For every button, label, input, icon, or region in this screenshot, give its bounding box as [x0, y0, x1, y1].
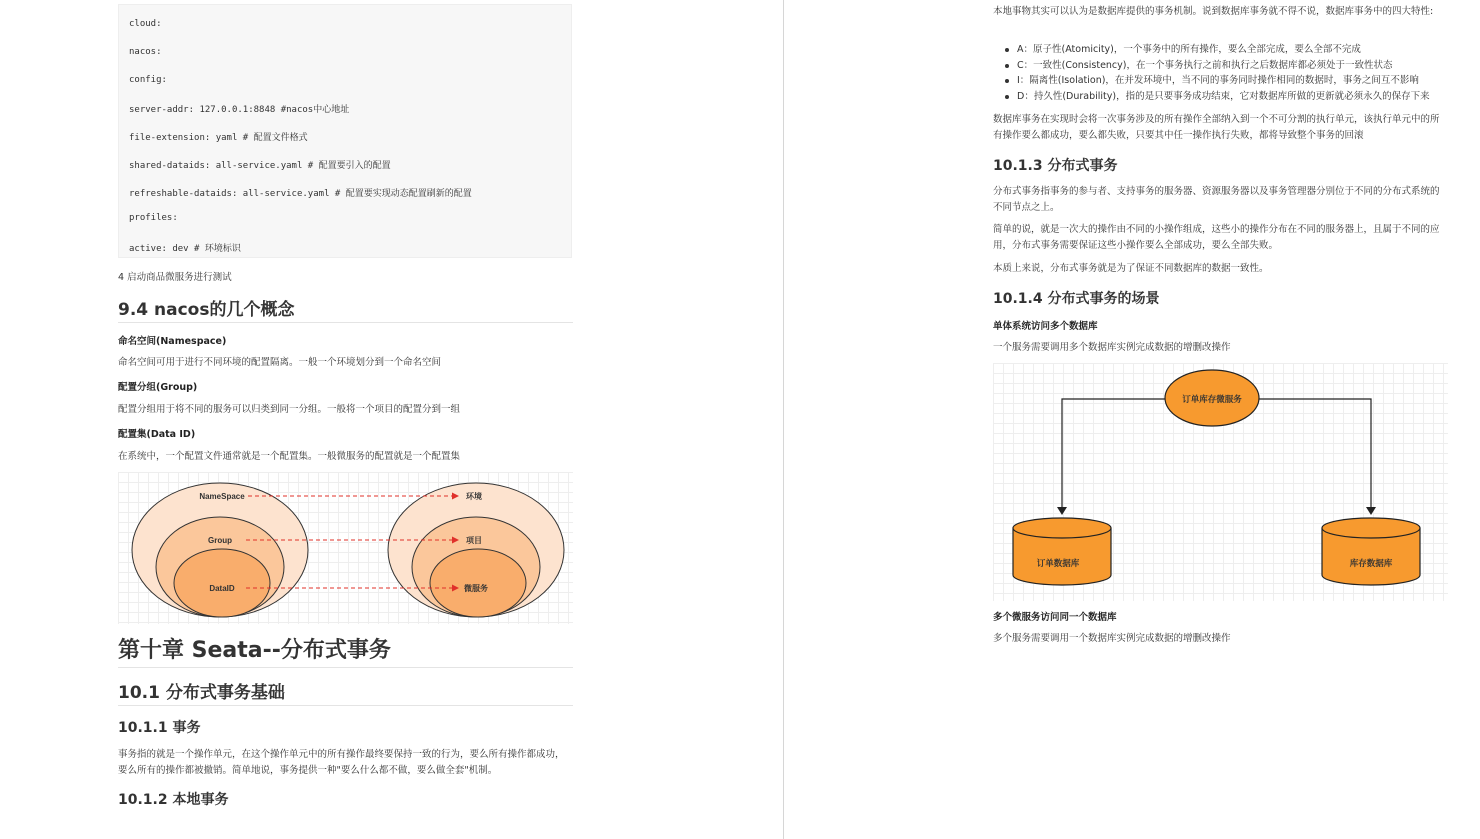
section-heading-10-1: 10.1 分布式事务基础 [118, 683, 285, 703]
dataset-desc: 在系统中，一个配置文件通常就是一个配置集。一般微服务的配置就是一个配置集 [118, 451, 461, 462]
section-heading-10-1-2: 10.1.2 本地事务 [118, 792, 229, 808]
nacos-concept-diagram [118, 472, 573, 624]
order-db-top [1013, 518, 1111, 538]
code-line: config: [129, 75, 167, 85]
connector-to-order-db [1062, 399, 1165, 513]
code-line: cloud: [129, 19, 162, 29]
stock-db-top [1322, 518, 1420, 538]
code-line: server-addr: 127.0.0.1:8848 #nacos中心地址 [129, 105, 350, 115]
order-db-label: 订单数据库 [1036, 559, 1080, 569]
service-text: 微服务 [464, 584, 488, 593]
local-tx-intro: 本地事物其实可以认为是数据库提供的事务机制。说到数据库事务就不得不说，数据库事务中的四大特性: [993, 6, 1434, 17]
namespace-desc: 命名空间可用于进行不同环境的配置隔离。一般一个环境划分到一个命名空间 [118, 357, 442, 368]
dataid-text: DataID [209, 584, 235, 593]
code-line: shared-dataids: all-service.yaml # 配置要引入的配置 [129, 161, 391, 171]
connector-to-stock-db [1259, 399, 1371, 513]
scenario-1-title: 单体系统访问多个数据库 [993, 321, 1098, 332]
namespace-label: 命名空间(Namespace) [118, 336, 227, 347]
acid-list [1005, 42, 1455, 104]
section-heading-nacos: 9.4 nacos的几个概念 [118, 300, 295, 320]
code-line: active: dev # 环境标识 [129, 244, 241, 254]
group-text: Group [208, 536, 232, 545]
list-item: I：隔离性(Isolation)，在并发环境中，当不同的事务同时操作相同的数据时，事务之间互不影响 [1005, 73, 1455, 89]
dataid-ellipse [174, 549, 270, 617]
step-text: 4 启动商品微服务进行测试 [118, 272, 232, 283]
scenario-diagram [993, 363, 1448, 601]
chapter-title: 第十章 Seata--分布式事务 [118, 638, 391, 663]
arrowhead-order [1057, 507, 1067, 515]
code-block [118, 4, 572, 258]
section-heading-10-1-3: 10.1.3 分布式事务 [993, 158, 1118, 174]
group-label: 配置分组(Group) [118, 382, 198, 393]
heading-rule [118, 667, 573, 668]
dataset-label: 配置集(Data ID) [118, 429, 196, 440]
namespace-text: NameSpace [199, 492, 245, 501]
heading-rule [118, 705, 573, 706]
arrowhead-stock [1366, 507, 1376, 515]
nacos-diagram-svg [118, 472, 573, 624]
list-item: C：一致性(Consistency)，在一个事务执行之前和执行之后数据库都必须处于一致性状态 [1005, 58, 1455, 74]
code-line: nacos: [129, 47, 162, 57]
project-text: 项目 [466, 536, 482, 545]
service-ellipse [430, 549, 526, 617]
section-heading-10-1-1: 10.1.1 事务 [118, 720, 201, 736]
env-text: 环境 [466, 492, 482, 501]
service-label: 订单库存微服务 [1182, 395, 1242, 405]
db-tx-desc: 数据库事务在实现时会将一次事务涉及的所有操作全部纳入到一个不可分割的执行单元，该执行单元中的所有操作要么都成功，要么都失败，只要其中任一操作执行失败，都将导致整个事务的回滚 [993, 114, 1440, 141]
list-item: A：原子性(Atomicity)，一个事务中的所有操作，要么全部完成，要么全部不完成 [1005, 42, 1455, 58]
code-line: refreshable-dataids: all-service.yaml # 配置要实现动态配置刷新的配置 [129, 189, 472, 199]
dist-tx-desc-2: 简单的说，就是一次大的操作由不同的小操作组成，这些小的操作分布在不同的服务器上，且属于不同的应用，分布式事务需要保证这些小操作要么全部成功，要么全部失败。 [993, 224, 1440, 251]
code-line: file-extension: yaml # 配置文件格式 [129, 133, 308, 143]
transaction-desc: 事务指的就是一个操作单元，在这个操作单元中的所有操作最终要保持一致的行为，要么所有操作都成功，要么所有的操作都被撤销。简单地说，事务提供一种"要么什么都不做，要么做全套"机制。 [118, 749, 565, 776]
dist-tx-desc-3: 本质上来说，分布式事务就是为了保证不同数据库的数据一致性。 [993, 263, 1269, 274]
scenario-diagram-svg [993, 363, 1448, 601]
section-heading-10-1-4: 10.1.4 分布式事务的场景 [993, 291, 1160, 307]
stock-db-label: 库存数据库 [1349, 559, 1393, 569]
dist-tx-desc-1: 分布式事务指事务的参与者、支持事务的服务器、资源服务器以及事务管理器分别位于不同的分布式系统的不同节点之上。 [993, 186, 1440, 213]
list-item: D：持久性(Durability)，指的是只要事务成功结束，它对数据库所做的更新就必须永久的保存下来 [1005, 89, 1455, 105]
code-line: profiles: [129, 213, 178, 223]
scenario-1-desc: 一个服务需要调用多个数据库实例完成数据的增删改操作 [993, 342, 1231, 353]
scenario-2-title: 多个微服务访问同一个数据库 [993, 612, 1117, 623]
scenario-2-desc: 多个服务需要调用一个数据库实例完成数据的增删改操作 [993, 633, 1231, 644]
page-divider [783, 0, 784, 839]
heading-rule [118, 322, 573, 323]
group-desc: 配置分组用于将不同的服务可以归类到同一分组。一般将一个项目的配置分到一组 [118, 404, 461, 415]
